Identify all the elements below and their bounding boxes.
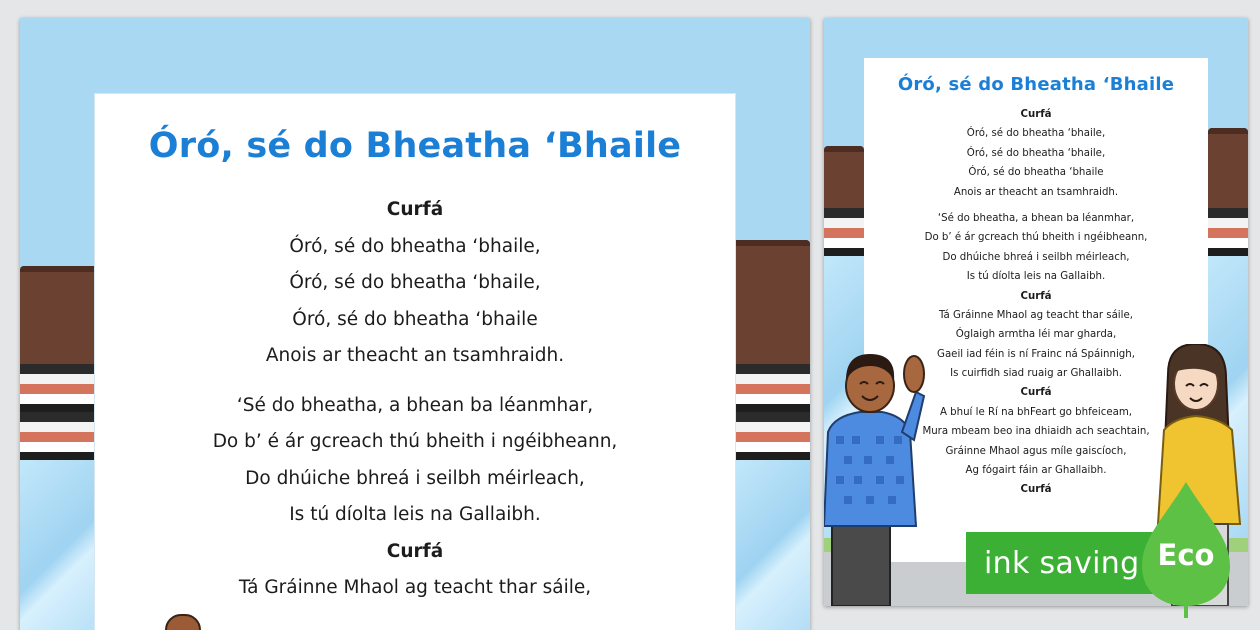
big-stanza-gap [95,375,735,388]
thumb-lyric-line: Do dhúiche bhreá i seilbh méirleach, [942,251,1130,263]
thumb-lyric-line: A bhuí le Rí na bhFeart go bhfeiceam, [939,406,1133,418]
eco-label: Eco [1157,538,1215,572]
big-lyric-line: Is tú díolta leis na Gallaibh. [289,504,541,525]
thumb-chorus-heading: Curfá [1020,387,1052,399]
thumb-lyric-line: ‘Sé do bheatha, a bhean ba léanmhar, [937,212,1135,224]
thumb-stripes-left [824,208,864,256]
lyrics-page [95,94,735,630]
thumb-lyric-line: Gráinne Mhaol agus míle gaiscíoch, [945,445,1127,457]
big-lyric-line: ‘Sé do bheatha, a bhean ba léanmhar, [236,394,594,416]
big-lyric-line: Anois ar theacht an tsamhraidh. [265,345,565,366]
thumb-lyric-line: Is cuirfidh siad ruaig ar Ghallaibh. [950,368,1122,380]
thumb-lyric-line: Ag fógairt fáin ar Ghallaibh. [965,465,1107,477]
big-lyric-line: Tá Gráinne Mhaol ag teacht thar sáile, [238,577,592,598]
worksheet-preview-large [20,18,810,630]
lyrics-block [95,192,735,607]
ink-saving-label: ink saving [984,545,1140,581]
song-title: Óró, sé do Bheatha ‘Bhaile [148,126,682,166]
building-stripes-right [735,364,810,460]
thumb-stripes-right [1208,208,1248,256]
big-chorus-heading: Curfá [386,540,444,562]
big-lyric-line: Do dhúiche bhreá i seilbh méirleach, [245,467,585,489]
thumb-chorus-heading: Curfá [1020,109,1052,120]
thumb-lyric-line: Óró, sé do bheatha ‘bhaile, [966,147,1106,159]
thumb-lyric-line: Is tú díolta leis na Gallaibh. [966,271,1106,283]
big-lyric-line: Óró, sé do bheatha ‘bhaile, [289,235,541,257]
thumb-lyric-line: Tá Gráinne Mhaol ag teacht thar sáile, [939,309,1133,321]
thumb-lyric-line: Mura mbeam beo ina dhiaidh ach seachtain, [922,426,1150,438]
big-lyric-line: Óró, sé do bheatha ‘bhaile [292,308,538,330]
thumb-chorus-heading: Curfá [1020,290,1052,302]
thumb-lyric-line: Óglaigh armtha léi mar gharda, [955,329,1117,341]
big-lyric-line: Do b’ é ár gcreach thú bheith i ngéibheann, [212,431,618,452]
thumbnail-song-title: Óró, sé do Bheatha ‘Bhaile [897,74,1175,95]
thumb-lyric-line: Do b’ é ár gcreach thú bheith i ngéibheann, [924,232,1148,244]
ink-saving-banner [966,532,1166,594]
thumb-lyric-line: Anois ar theacht an tsamhraidh. [953,186,1119,198]
big-chorus-heading: Curfá [386,199,444,220]
thumb-lyric-line: Óró, sé do bheatha ‘bhaile [968,167,1104,179]
waving-boy-illustration [824,336,928,606]
thumb-stanza-gap [864,202,1208,209]
thumb-lyric-line: Óró, sé do bheatha ‘bhaile, [966,128,1106,140]
thumb-chorus-heading: Curfá [1020,484,1052,496]
thumb-lyric-line: Gaeil iad féin is ní Frainc ná Spáinnigh, [937,348,1135,360]
big-lyric-line: Óró, sé do bheatha ‘bhaile, [289,272,541,293]
window-glass-right [735,460,810,630]
